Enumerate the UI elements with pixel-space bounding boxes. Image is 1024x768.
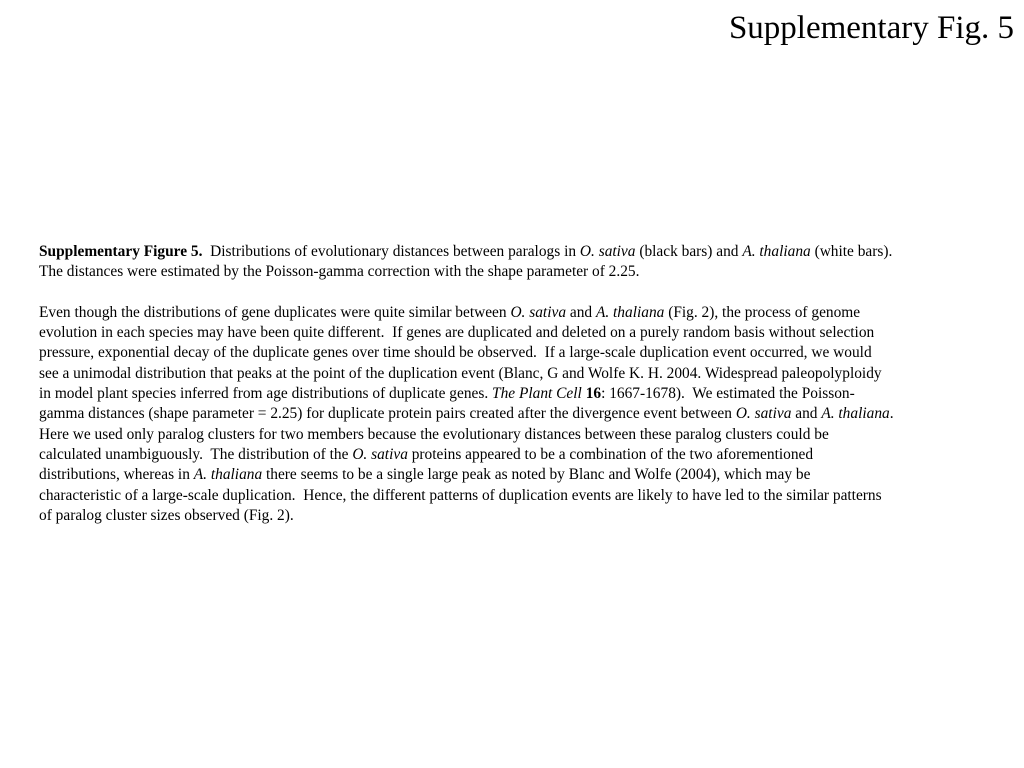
caption-line bbox=[39, 323, 1009, 343]
text-run: Here we used only paralog clusters for two members because the evolutionary distances between these paralog clusters could be bbox=[39, 425, 829, 443]
caption-line bbox=[39, 303, 1009, 323]
text-run: calculated unambiguously. The distribution of the bbox=[39, 445, 353, 463]
text-run: and bbox=[566, 303, 596, 321]
text-run: there seems to be a single large peak as noted by Blanc and Wolfe (2004), which may be bbox=[262, 466, 811, 484]
text-run: proteins appeared to be a combination of the two aforementioned bbox=[407, 445, 814, 463]
caption-line bbox=[39, 364, 1009, 384]
italic-text: A. thaliana bbox=[742, 243, 811, 260]
text-run: and bbox=[791, 405, 822, 423]
text-run: distributions, whereas in bbox=[39, 466, 194, 484]
caption-line bbox=[39, 486, 1009, 506]
text-run: . bbox=[889, 405, 894, 423]
text-run: Distributions of evolutionary distances between paralogs in bbox=[202, 243, 580, 260]
text-run: evolution in each species may have been quite different. If genes are duplicated and deleted on a purely random basis without selection bbox=[39, 324, 875, 342]
italic-text: O. sativa bbox=[352, 445, 408, 463]
italic-text: A. thaliana bbox=[821, 405, 890, 423]
italic-text: O. sativa bbox=[579, 243, 636, 260]
italic-text: O. sativa bbox=[510, 303, 567, 321]
bold-text: 16 bbox=[585, 385, 602, 403]
text-run: (Fig. 2), the process of genome bbox=[664, 303, 861, 321]
text-run: (black bars) and bbox=[635, 243, 743, 260]
text-run: pressure, exponential decay of the duplicate genes over time should be observed. If a large-scale duplication event occurred, we would bbox=[39, 344, 872, 362]
text-run: (white bars). bbox=[810, 243, 893, 260]
text-run: see a unimodal distribution that peaks at the point of the duplication event (Blanc, G and Wolfe K. H. 2004. Widespread paleopolyploidy bbox=[39, 364, 882, 382]
caption-paragraph-2 bbox=[39, 303, 1009, 526]
caption-line bbox=[39, 242, 1009, 262]
italic-text: A. thaliana bbox=[193, 466, 263, 484]
text-run: : 1667-1678). We estimated the Poisson- bbox=[601, 385, 855, 403]
caption-line bbox=[39, 425, 1009, 445]
caption-paragraph-1 bbox=[39, 242, 1009, 283]
text-run: gamma distances (shape parameter = 2.25) for duplicate protein pairs created after the divergence event between bbox=[39, 405, 736, 423]
caption-line bbox=[39, 404, 1009, 424]
paragraph-gap bbox=[39, 283, 1009, 303]
text-run: Even though the distributions of gene duplicates were quite similar between bbox=[39, 303, 511, 321]
text-run: The distances were estimated by the Poisson-gamma correction with the shape parameter of 2.25. bbox=[39, 263, 640, 281]
caption-line bbox=[39, 506, 1009, 526]
text-run: of paralog cluster sizes observed (Fig. 2). bbox=[39, 506, 294, 524]
italic-text: A. thaliana bbox=[595, 303, 665, 321]
caption-line bbox=[39, 465, 1009, 485]
italic-text: O. sativa bbox=[735, 405, 792, 423]
caption-line bbox=[39, 445, 1009, 465]
text-run: characteristic of a large-scale duplication. Hence, the different patterns of duplication events are likely to have led to the similar patterns bbox=[39, 486, 882, 504]
slide-title: Supplementary Fig. 5 bbox=[728, 10, 1014, 46]
caption-line bbox=[39, 343, 1009, 363]
figure-caption bbox=[39, 242, 1009, 526]
italic-text: The Plant Cell bbox=[492, 385, 582, 403]
text-run: in model plant species inferred from age distributions of duplicate genes. bbox=[39, 385, 493, 403]
caption-heading: Supplementary Figure 5. bbox=[39, 243, 203, 260]
caption-line bbox=[39, 262, 1009, 282]
caption-line bbox=[39, 384, 1009, 404]
